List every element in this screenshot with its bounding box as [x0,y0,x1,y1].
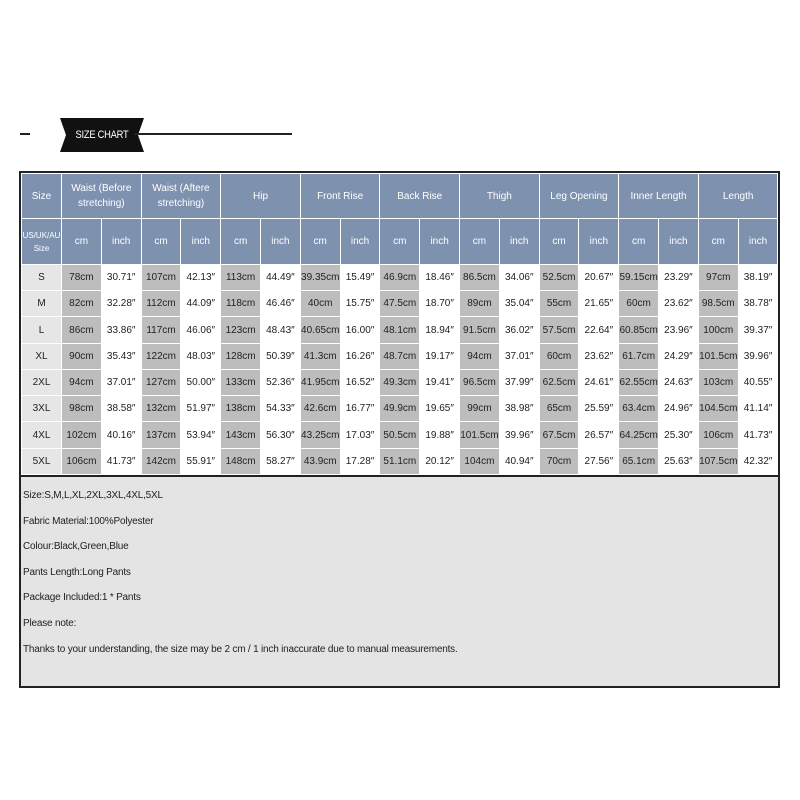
info-line: Colour:Black,Green,Blue [23,541,129,553]
size-chart-header [20,116,300,156]
inch-value-cell: 20.12″ [420,448,460,474]
cm-value-cell: 41.3cm [300,343,340,369]
inch-value-cell: 54.33″ [261,396,301,422]
unit-inch-header: inch [579,219,619,264]
inch-value-cell: 46.06″ [181,317,221,343]
cm-value-cell: 82cm [62,291,102,317]
cm-value-cell: 41.95cm [300,369,340,395]
inch-value-cell: 19.88″ [420,422,460,448]
inch-value-cell: 25.59″ [579,396,619,422]
size-cell: S [22,264,62,290]
inch-value-cell: 56.30″ [261,422,301,448]
inch-value-cell: 51.97″ [181,396,221,422]
cm-value-cell: 107cm [141,264,181,290]
inch-value-cell: 23.96″ [659,317,699,343]
inch-value-cell: 38.19″ [738,264,778,290]
cm-value-cell: 86cm [62,317,102,343]
inch-value-cell: 38.58″ [101,396,141,422]
inch-value-cell: 38.78″ [738,291,778,317]
inch-value-cell: 18.70″ [420,291,460,317]
cm-value-cell: 102cm [62,422,102,448]
measure-header: Inner Length [619,174,699,219]
cm-value-cell: 99cm [460,396,500,422]
cm-value-cell: 112cm [141,291,181,317]
unit-inch-header: inch [499,219,539,264]
cm-value-cell: 42.6cm [300,396,340,422]
cm-value-cell: 70cm [539,448,579,474]
unit-cm-header: cm [380,219,420,264]
cm-value-cell: 67.5cm [539,422,579,448]
cm-value-cell: 61.7cm [619,343,659,369]
inch-value-cell: 32.28″ [101,291,141,317]
unit-inch-header: inch [181,219,221,264]
cm-value-cell: 117cm [141,317,181,343]
inch-value-cell: 48.03″ [181,343,221,369]
measure-header: Front Rise [300,174,380,219]
cm-value-cell: 59.15cm [619,264,659,290]
cm-value-cell: 49.3cm [380,369,420,395]
size-table-frame [19,171,780,477]
inch-value-cell: 44.49″ [261,264,301,290]
cm-value-cell: 113cm [221,264,261,290]
inch-value-cell: 16.52″ [340,369,380,395]
unit-cm-header: cm [619,219,659,264]
unit-cm-header: cm [539,219,579,264]
inch-value-cell: 55.91″ [181,448,221,474]
cm-value-cell: 48.1cm [380,317,420,343]
info-line: Thanks to your understanding, the size may be 2 cm / 1 inch inaccurate due to manual measurements. [23,643,458,655]
inch-value-cell: 50.39″ [261,343,301,369]
cm-value-cell: 57.5cm [539,317,579,343]
cm-value-cell: 98.5cm [698,291,738,317]
inch-value-cell: 40.16″ [101,422,141,448]
inch-value-cell: 24.29″ [659,343,699,369]
inch-value-cell: 20.67″ [579,264,619,290]
info-line: Fabric Material:100%Polyester [23,515,154,527]
inch-value-cell: 19.17″ [420,343,460,369]
unit-cm-header: cm [141,219,181,264]
cm-value-cell: 97cm [698,264,738,290]
cm-value-cell: 62.5cm [539,369,579,395]
inch-value-cell: 39.96″ [499,422,539,448]
cm-value-cell: 122cm [141,343,181,369]
unit-inch-header: inch [738,219,778,264]
inch-value-cell: 39.96″ [738,343,778,369]
cm-value-cell: 118cm [221,291,261,317]
cm-value-cell: 47.5cm [380,291,420,317]
cm-value-cell: 46.9cm [380,264,420,290]
measure-header: Back Rise [380,174,460,219]
measure-header: Length [698,174,778,219]
table-row [22,343,778,369]
cm-value-cell: 52.5cm [539,264,579,290]
size-cell: 5XL [22,448,62,474]
inch-value-cell: 35.43″ [101,343,141,369]
size-cell: 4XL [22,422,62,448]
cm-value-cell: 55cm [539,291,579,317]
info-line: Size:S,M,L,XL,2XL,3XL,4XL,5XL [23,490,163,501]
info-line: Package Included:1 * Pants [23,592,141,604]
unit-cm-header: cm [300,219,340,264]
inch-value-cell: 23.62″ [579,343,619,369]
cm-value-cell: 127cm [141,369,181,395]
cm-value-cell: 65.1cm [619,448,659,474]
cm-value-cell: 43.25cm [300,422,340,448]
inch-value-cell: 30.71″ [101,264,141,290]
cm-value-cell: 49.9cm [380,396,420,422]
inch-value-cell: 40.94″ [499,448,539,474]
inch-value-cell: 22.64″ [579,317,619,343]
inch-value-cell: 37.01″ [101,369,141,395]
inch-value-cell: 42.32″ [738,448,778,474]
inch-value-cell: 41.14″ [738,396,778,422]
inch-value-cell: 24.96″ [659,396,699,422]
cm-value-cell: 60cm [619,291,659,317]
unit-cm-header: cm [698,219,738,264]
cm-value-cell: 148cm [221,448,261,474]
cm-value-cell: 106cm [698,422,738,448]
inch-value-cell: 21.65″ [579,291,619,317]
inch-value-cell: 35.04″ [499,291,539,317]
inch-value-cell: 52.36″ [261,369,301,395]
inch-value-cell: 26.57″ [579,422,619,448]
size-cell: L [22,317,62,343]
inch-value-cell: 17.03″ [340,422,380,448]
unit-inch-header: inch [340,219,380,264]
cm-value-cell: 104.5cm [698,396,738,422]
cm-value-cell: 123cm [221,317,261,343]
inch-value-cell: 24.63″ [659,369,699,395]
cm-value-cell: 94cm [460,343,500,369]
inch-value-cell: 25.63″ [659,448,699,474]
cm-value-cell: 106cm [62,448,102,474]
measure-header: Waist (Before stretching) [62,174,142,219]
cm-value-cell: 100cm [698,317,738,343]
inch-value-cell: 15.49″ [340,264,380,290]
measure-header: Waist (Aftere stretching) [141,174,221,219]
cm-value-cell: 94cm [62,369,102,395]
inch-value-cell: 16.00″ [340,317,380,343]
inch-value-cell: 58.27″ [261,448,301,474]
cm-value-cell: 39.35cm [300,264,340,290]
inch-value-cell: 16.26″ [340,343,380,369]
table-row [22,369,778,395]
cm-value-cell: 50.5cm [380,422,420,448]
size-cell: 3XL [22,396,62,422]
inch-value-cell: 48.43″ [261,317,301,343]
inch-value-cell: 19.65″ [420,396,460,422]
unit-inch-header: inch [261,219,301,264]
inch-value-cell: 16.77″ [340,396,380,422]
cm-value-cell: 137cm [141,422,181,448]
cm-value-cell: 51.1cm [380,448,420,474]
cm-value-cell: 63.4cm [619,396,659,422]
cm-value-cell: 43.9cm [300,448,340,474]
table-row [22,264,778,290]
inch-value-cell: 44.09″ [181,291,221,317]
inch-value-cell: 37.99″ [499,369,539,395]
table-row [22,448,778,474]
product-info-panel [19,477,780,688]
info-line: Please note: [23,617,77,629]
cm-value-cell: 62.55cm [619,369,659,395]
inch-value-cell: 53.94″ [181,422,221,448]
unit-cm-header: cm [62,219,102,264]
inch-value-cell: 17.28″ [340,448,380,474]
inch-value-cell: 38.98″ [499,396,539,422]
info-line: Pants Length:Long Pants [23,566,131,578]
cm-value-cell: 138cm [221,396,261,422]
inch-value-cell: 34.06″ [499,264,539,290]
measure-header: Thigh [460,174,540,219]
inch-value-cell: 37.01″ [499,343,539,369]
cm-value-cell: 48.7cm [380,343,420,369]
inch-value-cell: 46.46″ [261,291,301,317]
cm-value-cell: 86.5cm [460,264,500,290]
cm-value-cell: 101.5cm [698,343,738,369]
size-column-header: Size [22,174,62,219]
cm-value-cell: 40.65cm [300,317,340,343]
cm-value-cell: 128cm [221,343,261,369]
cm-value-cell: 65cm [539,396,579,422]
cm-value-cell: 103cm [698,369,738,395]
table-row [22,317,778,343]
cm-value-cell: 104cm [460,448,500,474]
cm-value-cell: 132cm [141,396,181,422]
size-table [21,173,778,475]
size-cell: XL [22,343,62,369]
cm-value-cell: 40cm [300,291,340,317]
inch-value-cell: 25.30″ [659,422,699,448]
unit-cm-header: cm [460,219,500,264]
inch-value-cell: 50.00″ [181,369,221,395]
cm-value-cell: 89cm [460,291,500,317]
inch-value-cell: 18.94″ [420,317,460,343]
cm-value-cell: 60.85cm [619,317,659,343]
cm-value-cell: 96.5cm [460,369,500,395]
cm-value-cell: 60cm [539,343,579,369]
cm-value-cell: 133cm [221,369,261,395]
inch-value-cell: 41.73″ [738,422,778,448]
cm-value-cell: 90cm [62,343,102,369]
inch-value-cell: 27.56″ [579,448,619,474]
size-system-header: US/UK/AU Size [22,219,62,264]
cm-value-cell: 143cm [221,422,261,448]
inch-value-cell: 33.86″ [101,317,141,343]
cm-value-cell: 91.5cm [460,317,500,343]
inch-value-cell: 24.61″ [579,369,619,395]
inch-value-cell: 18.46″ [420,264,460,290]
inch-value-cell: 42.13″ [181,264,221,290]
unit-inch-header: inch [101,219,141,264]
cm-value-cell: 78cm [62,264,102,290]
cm-value-cell: 142cm [141,448,181,474]
inch-value-cell: 19.41″ [420,369,460,395]
unit-inch-header: inch [659,219,699,264]
header-rule [134,133,292,135]
table-row [22,422,778,448]
inch-value-cell: 41.73″ [101,448,141,474]
size-cell: M [22,291,62,317]
inch-value-cell: 40.55″ [738,369,778,395]
unit-cm-header: cm [221,219,261,264]
inch-value-cell: 23.62″ [659,291,699,317]
unit-inch-header: inch [420,219,460,264]
inch-value-cell: 23.29″ [659,264,699,290]
cm-value-cell: 107.5cm [698,448,738,474]
inch-value-cell: 15.75″ [340,291,380,317]
table-row [22,396,778,422]
header-dash [20,133,30,135]
page-title: SIZE CHART [75,129,129,141]
inch-value-cell: 36.02″ [499,317,539,343]
cm-value-cell: 64.25cm [619,422,659,448]
inch-value-cell: 39.37″ [738,317,778,343]
size-cell: 2XL [22,369,62,395]
cm-value-cell: 98cm [62,396,102,422]
measure-header: Leg Opening [539,174,619,219]
cm-value-cell: 101.5cm [460,422,500,448]
measure-header: Hip [221,174,301,219]
table-row [22,291,778,317]
